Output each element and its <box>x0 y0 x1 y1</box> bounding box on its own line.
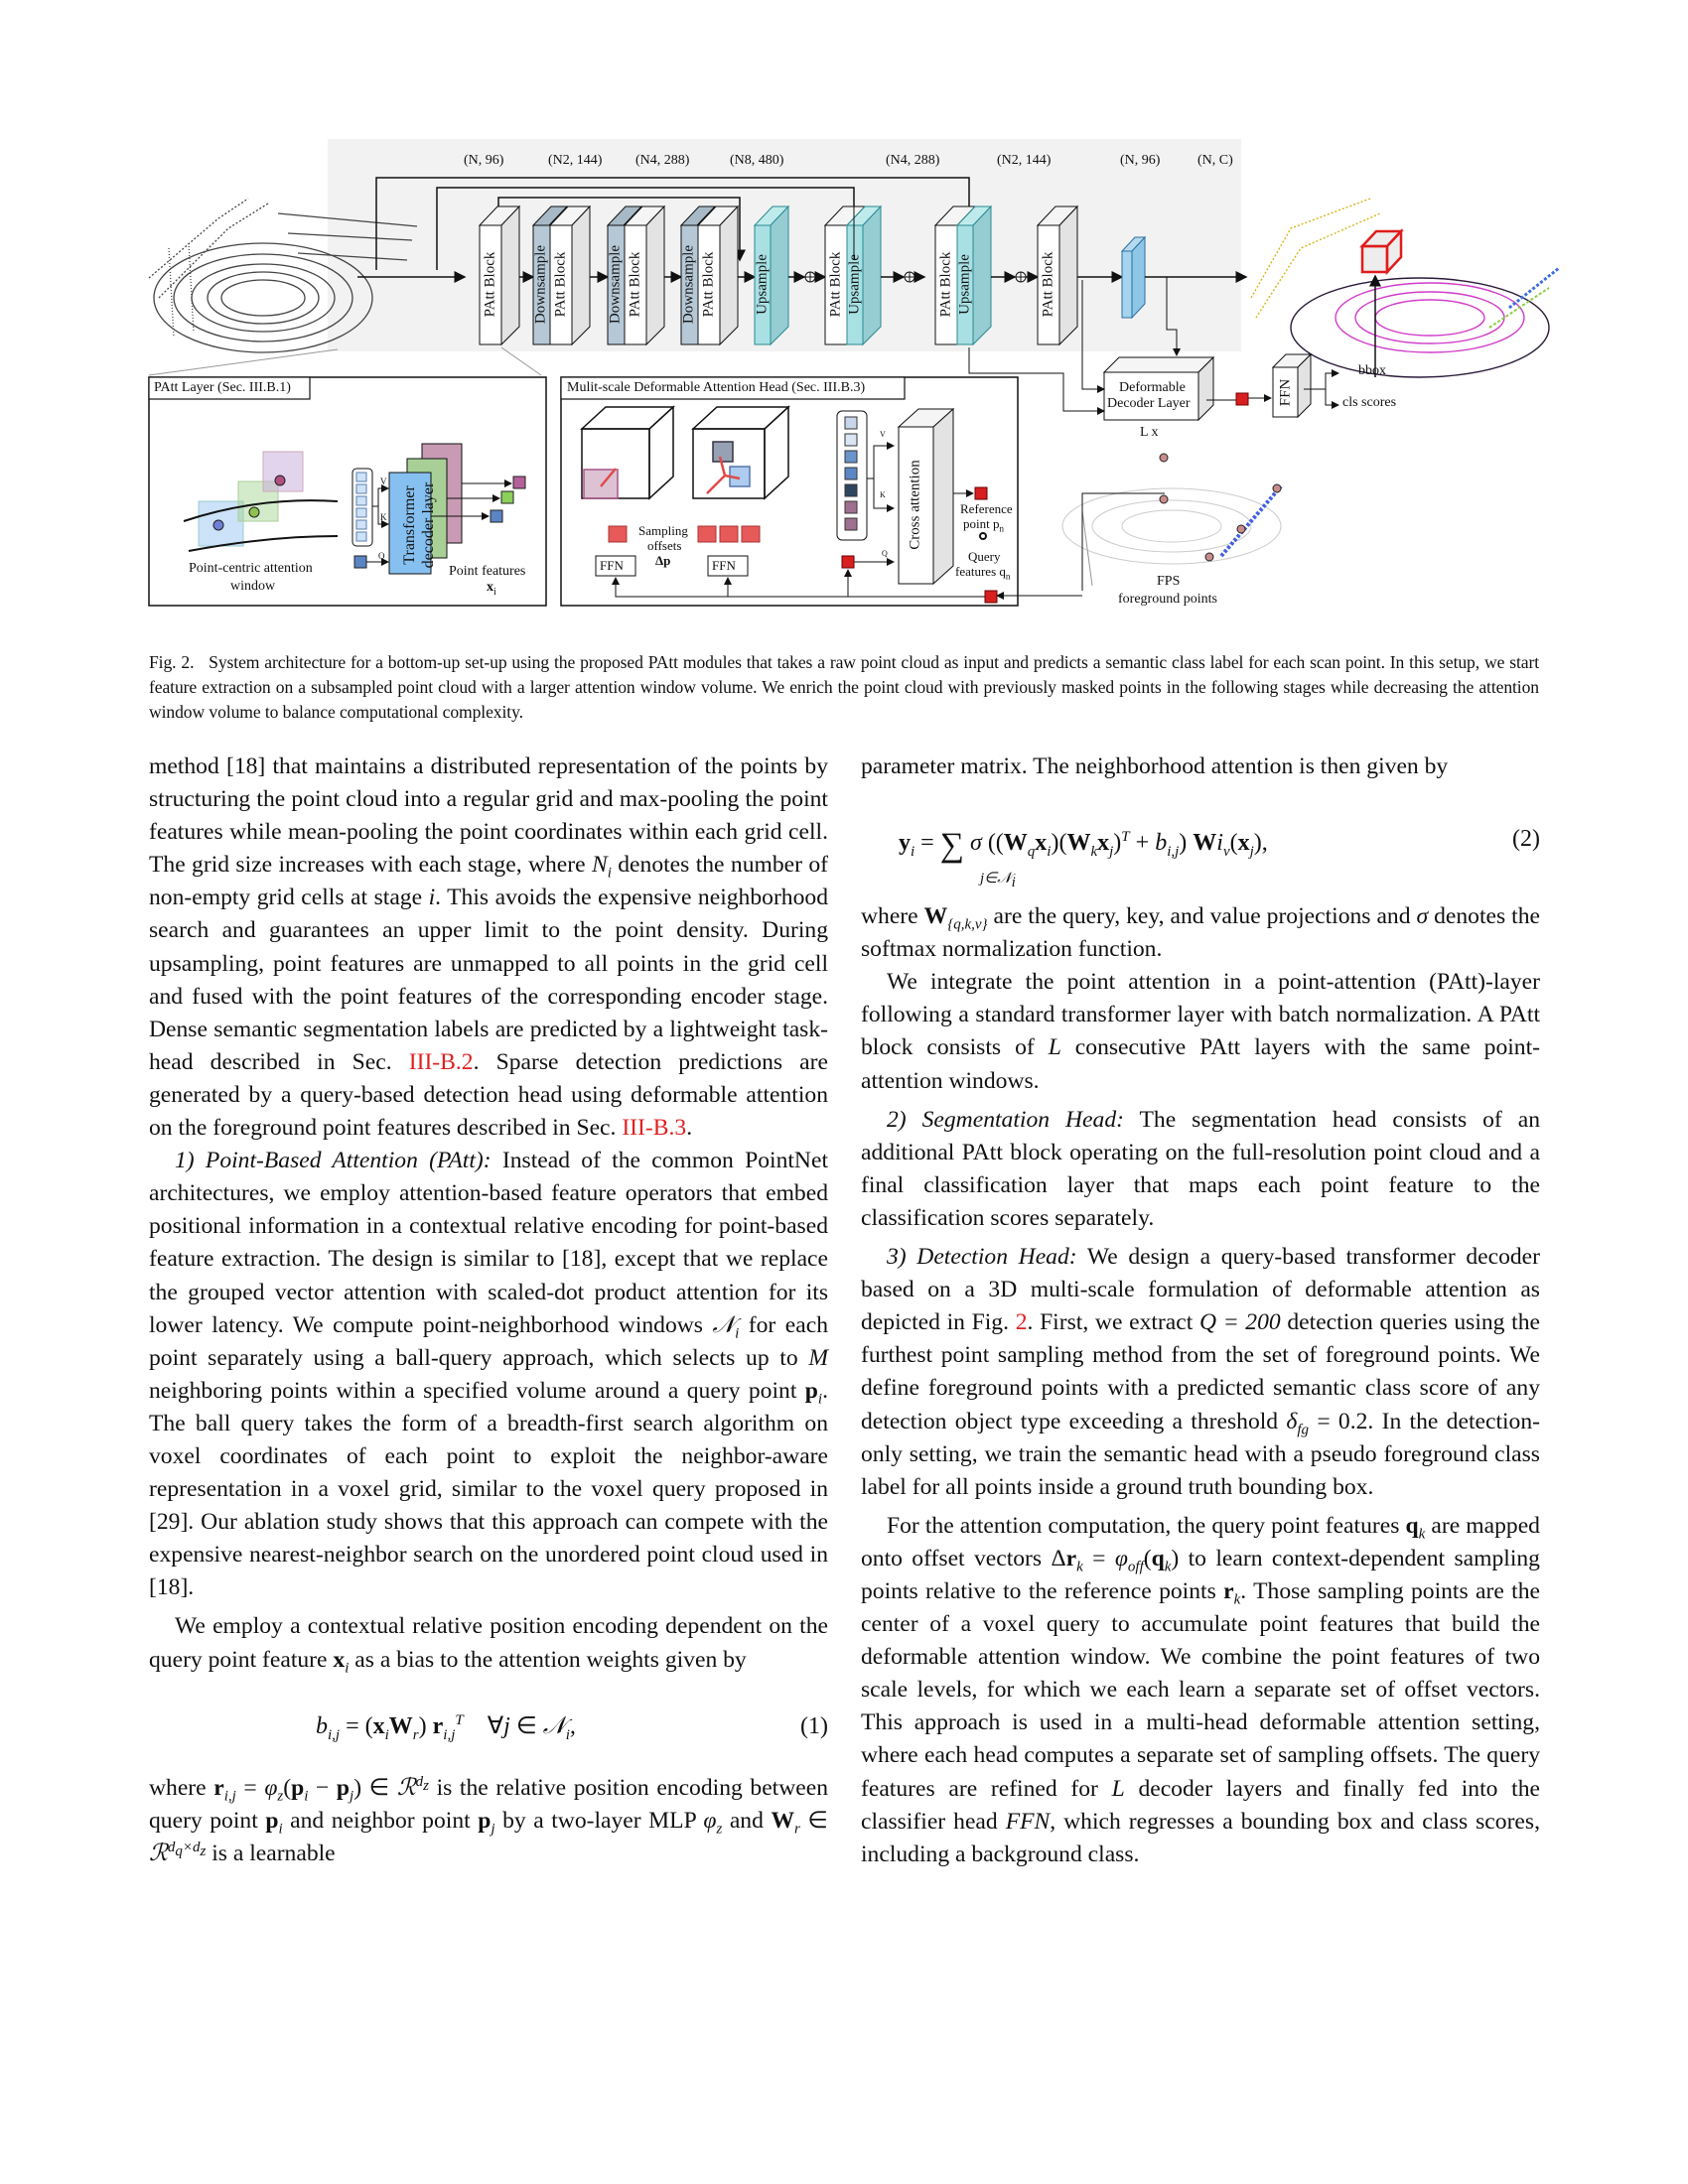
reference-point-label: point $p_n$ <box>963 516 1004 534</box>
patt-block-label: PAtt Block <box>627 251 643 318</box>
subsection-heading: 3) Detection Head: <box>887 1244 1077 1271</box>
window-label: Point-centric attention <box>189 561 313 576</box>
figure-2 <box>0 0 1688 635</box>
fps-foreground-label: foreground points <box>1118 592 1217 607</box>
segmentation-head-block <box>1122 237 1145 318</box>
figure-link[interactable]: 2 <box>1015 1309 1028 1336</box>
caption-label: Fig. 2. <box>149 652 195 672</box>
paragraph: We integrate the point attention in a point-attention (PAtt)-layer following a standard transformer layer with batch normalization. A PAtt block consists of L consecutive PAtt layers with the same point-attention windows. <box>861 969 1540 1094</box>
query-cube-red <box>1236 393 1248 405</box>
point-features-symbol: $x_i$ <box>487 580 496 598</box>
upsample-label: Upsample <box>956 254 973 315</box>
left-column <box>149 751 828 1870</box>
right-column <box>861 751 1540 1871</box>
fps-point-cloud <box>1062 454 1281 564</box>
dim-label: (N, 96) <box>464 153 504 168</box>
paragraph-segmentation-head: 2) Segmentation Head: The segmentation head consists of an additional PAtt block operating on the full-resolution point cloud and a final classification layer that maps each point feature to the classification scores separately. <box>861 1106 1541 1231</box>
q-label: Q <box>882 549 888 558</box>
equation-number: (2) <box>1512 826 1540 853</box>
cross-attention-label: Cross attention <box>907 460 923 550</box>
dim-label: (N2, 144) <box>997 153 1052 168</box>
query-features-label: features $q_n$ <box>955 564 1011 582</box>
upsample-label: Upsample <box>846 254 863 315</box>
fps-label: FPS <box>1157 574 1181 589</box>
decoder-layer-label: Decoder Layer <box>1107 396 1191 411</box>
dim-label: (N, 96) <box>1120 153 1161 168</box>
subsection-heading: 2) Segmentation Head: <box>887 1106 1124 1133</box>
ffn-label: FFN <box>600 558 624 573</box>
patt-panel-title: PAtt Layer (Sec. III.B.1) <box>154 380 291 395</box>
patt-block-label: PAtt Block <box>700 251 717 318</box>
delta-p-label: Δp <box>655 553 671 568</box>
reference-label: Reference <box>960 501 1013 516</box>
downsample-label: Downsample <box>532 244 549 325</box>
patt-block-label: PAtt Block <box>937 251 954 318</box>
sampling-offsets-label-2: offsets <box>647 538 682 553</box>
patt-block-label: PAtt Block <box>1040 251 1056 318</box>
equation-2: $y_i$ = ∑ σ $((W_qx_i)(W_kx_j)^T + b_{i,j})$ $Wi_v(x_j)$, j∈𝒩$_i$ (2) <box>861 783 1540 900</box>
equation-1: $b_{i,j} = (x_iW_r)$ $r_{i,j}^T$ ∀j ∈ 𝒩$_i$, (1) <box>316 1711 828 1743</box>
sampling-offsets-label: Sampling <box>638 523 688 538</box>
paragraph: We employ a contextual relative position encoding dependent on the query point feature $x_i$ as a bias to the attention weights given by <box>149 1613 828 1677</box>
deformable-label: Deformable <box>1119 380 1186 395</box>
query-label: Query <box>968 549 1001 564</box>
paragraph: method [18] that maintains a distributed representation of the points by structuring the point cloud into a regular grid and max-pooling the point features while mean-pooling the point coordinates within each grid cell. The grid size increases with each stage, where $N_i$ denotes the number of non-empty grid cells at stage i. This avoids the expensive neighborhood search and guarantees an upper limit to the point density. During upsampling, point features are unmapped to all points in the grid cell and fused with the point features of the corresponding encoder stage. Dense semantic segmentation labels are predicted by a lightweight task-head described in Sec. III-B.2. Sparse detection predictions are generated by a query-based detection head using deformable attention on the foreground point features described in Sec. III-B.3. <box>149 753 828 1142</box>
patt-block-label: PAtt Block <box>482 251 498 318</box>
v-label: V <box>880 430 886 439</box>
bbox-cube <box>1362 231 1401 272</box>
paragraph: where $r_{i,j} = \varphi_z(p_i - p_j)$ ∈ ℛ$^{d_z}$ is the relative position encoding between query point $p_i$ and neighbor point $p_j$ by a two-layer MLP $\varphi_z$ and $W_r$ ∈ ℛ$^{d_q\times d_z}$ is a learnable <box>149 1773 829 1866</box>
decoder-layer-label: decoder layer <box>420 481 437 569</box>
q-label: Q <box>378 551 385 561</box>
paragraph-detection-head: 3) Detection Head: We design a query-based transformer decoder based on a 3D multi-scale formulation of deformable attention as depicted in Fig. 2. First, we extract Q = 200 detection queries using the furthest point sampling method from the set of foreground points. We define foreground points with a predicted semantic class score of any detection object type exceeding a threshold $\delta_{fg} = 0.2$. In the detection-only setting, we train the semantic head with a pseudo foreground class label for all points inside a ground truth bounding box. <box>861 1244 1541 1500</box>
voxel-cube-1 <box>582 407 673 498</box>
paragraph-patt: 1) Point-Based Attention (PAtt): Instead of the common PointNet architectures, we employ attention-based feature operators that embed positional information in a contextual relative encoding for point-based feature extraction. The design is similar to [18], except that we replace the grouped vector attention with scaled-dot product attention for its lower latency. We compute point-neighborhood windows 𝒩$_i$ for each point separately using a ball-query approach, which selects up to M neighboring points within a specified volume around a query point $p_i$. The ball query takes the form of a breadth-first search algorithm on voxel coordinates of each point to exploit the neighbor-aware representation in a voxel grid, similar to the voxel query proposed in [29]. Our ablation study shows that this approach can compete with the expensive nearest-neighbor search on the unordered point cloud used in [18]. <box>149 1148 828 1601</box>
dim-label: (N4, 288) <box>635 153 690 168</box>
downsample-label: Downsample <box>607 244 624 325</box>
equation-number: (1) <box>800 1712 828 1739</box>
query-cube <box>354 556 366 568</box>
dim-label: (N8, 480) <box>730 153 784 168</box>
figure-caption <box>149 650 1539 725</box>
v-label: V <box>380 477 387 486</box>
dim-label: (N4, 288) <box>886 153 940 168</box>
deformable-panel-title: Mulit-scale Deformable Attention Head (Sec. III.B.3) <box>567 380 866 395</box>
paragraph: where $W_{\{q,k,v\}}$ are the query, key, and value projections and σ denotes the softmax normalization function. <box>861 903 1540 963</box>
section-link[interactable]: III-B.2 <box>408 1048 474 1075</box>
window-label-2: window <box>230 579 276 594</box>
ffn-label: FFN <box>1277 378 1294 407</box>
dim-label: (N, C) <box>1197 153 1233 168</box>
caption-text: System architecture for a bottom-up set-up using the proposed PAtt modules that takes a raw point cloud as input and predicts a semantic class label for each scan point. In this setup, we start feature extraction on a subsampled point cloud with a larger attention window volume. We enrich the point cloud with previously masked points in the following stages while decreasing the attention window volume to balance computational complexity. <box>149 652 1539 722</box>
patt-block-label: PAtt Block <box>552 251 569 318</box>
repeat-label: L x <box>1140 425 1159 440</box>
patt-window-sketch <box>184 452 338 551</box>
paragraph: parameter matrix. The neighborhood attention is then given by <box>861 753 1449 779</box>
paragraph: For the attention computation, the query point features $q_k$ are mapped onto offset vectors $\Delta r_k = \varphi_{off}(q_k)$ to learn context-dependent sampling points relative to the reference points $r_k$. Those sampling points are the center of a voxel query to accumulate point features that build the deformable attention window. We combine the point features of two scale levels, for which we each learn a separate set of offset vectors. This approach is used in a multi-head deformable attention setting, where each head computes a separate set of sampling offsets. The query features are refined for L decoder layers and finally fed into the classifier head FFN, which regresses a bounding box and class scores, including a background class. <box>861 1512 1540 1867</box>
section-link[interactable]: III-B.3 <box>622 1115 687 1142</box>
patt-block-label: PAtt Block <box>827 251 844 318</box>
subsection-heading: 1) Point-Based Attention (PAtt): <box>175 1148 492 1174</box>
point-features-label: Point features <box>449 564 526 579</box>
k-label: K <box>880 490 886 499</box>
bbox-label: bbox <box>1358 363 1386 378</box>
upsample-label: Upsample <box>754 254 771 315</box>
transformer-label: Transformer <box>401 485 418 565</box>
voxel-cube-2 <box>693 407 788 498</box>
ffn-label: FFN <box>712 558 736 573</box>
output-point-cloud <box>1251 199 1559 377</box>
k-label: K <box>380 512 387 522</box>
dim-label: (N2, 144) <box>548 153 603 168</box>
cls-scores-label: cls scores <box>1342 395 1397 410</box>
downsample-label: Downsample <box>680 244 697 325</box>
